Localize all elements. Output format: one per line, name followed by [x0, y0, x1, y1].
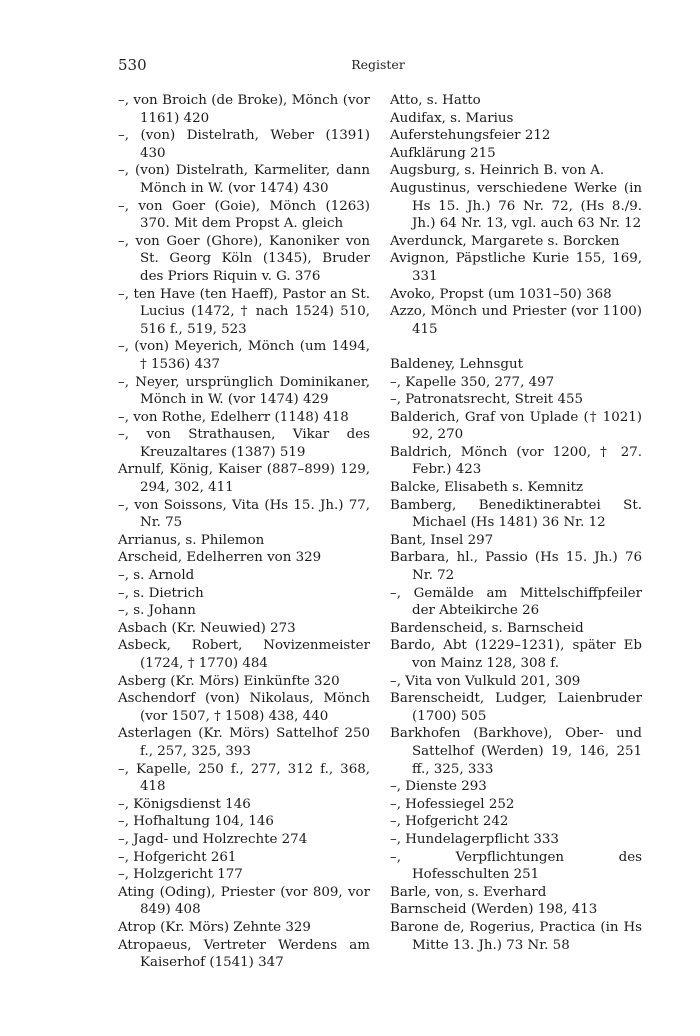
- index-entry: Bamberg, Benediktinerabtei St. Michael (Hs 1481) 36 Nr. 12: [390, 497, 642, 531]
- index-entry: Barnscheid (Werden) 198, 413: [390, 902, 598, 918]
- index-entry: –, Dienste 293: [390, 779, 487, 795]
- index-entry: Aufklärung 215: [390, 145, 496, 161]
- index-entry: –, Verpflichtungen des Hofesschulten 251: [390, 849, 642, 883]
- index-entry: –, Hofessiegel 252: [390, 796, 515, 812]
- index-entry: –, von Strathausen, Vikar des Kreuzaltares (1387) 519: [118, 427, 370, 460]
- index-entry: Azzo, Mönch und Priester (vor 1100) 415: [390, 304, 642, 337]
- index-entry: –, Hundelagerpflicht 333: [390, 831, 559, 847]
- index-entry: Barkhofen (Barkhove), Ober- und Sattelhof (Werden) 19, 146, 251 ff., 325, 333: [390, 726, 642, 777]
- index-entry: Balderich, Graf von Uplade († 1021) 92, 270: [390, 409, 642, 443]
- index-entry: –, Patronatsrecht, Streit 455: [390, 392, 584, 408]
- index-entry: –, s. Johann: [118, 603, 196, 619]
- index-entry: Atto, s. Hatto: [390, 93, 481, 108]
- index-entry: Barone de, Rogerius, Practica (in Hs Mitte 13. Jh.) 73 Nr. 58: [390, 919, 642, 953]
- index-entry: –, Hofgericht 242: [390, 814, 509, 830]
- index-entry: Asberg (Kr. Mörs) Einkünfte 320: [118, 673, 340, 689]
- index-entry: –, Königsdienst 146: [118, 796, 251, 812]
- page-header: [118, 56, 638, 76]
- index-entry: Balcke, Elisabeth s. Kemnitz: [390, 480, 584, 496]
- page-number: 530: [118, 56, 147, 74]
- index-entry: –, Vita von Vulkuld 201, 309: [390, 673, 581, 689]
- index-entry: –, s. Arnold: [118, 568, 195, 584]
- index-entry: Asterlagen (Kr. Mörs) Sattelhof 250 f., 257, 325, 393: [118, 726, 370, 759]
- index-entry: –, Holzgericht 177: [118, 867, 243, 883]
- index-entry: Avoko, Propst (um 1031–50) 368: [390, 286, 612, 302]
- index-entry: Barle, von, s. Everhard: [390, 884, 547, 900]
- index-entry: Asbach (Kr. Neuwied) 273: [118, 620, 296, 636]
- index-entry: –, s. Dietrich: [118, 585, 204, 601]
- index-entry: Asbeck, Robert, Novizenmeister (1724, † 1770) 484: [118, 638, 370, 671]
- index-entry: Averdunck, Margarete s. Borcken: [390, 233, 620, 249]
- index-entry: –, von Soissons, Vita (Hs 15. Jh.) 77, Nr. 75: [118, 497, 370, 531]
- index-entry: Arscheid, Edelherren von 329: [118, 550, 322, 566]
- index-entry: Aschendorf (von) Nikolaus, Mönch (vor 1507, † 1508) 438, 440: [118, 691, 370, 724]
- index-entry: Bardenscheid, s. Barnscheid: [390, 620, 584, 636]
- index-entry: Augsburg, s. Heinrich B. von A.: [390, 163, 605, 179]
- index-entry: Augustinus, verschiedene Werke (in Hs 15. Jh.) 76 Nr. 72, (Hs 8./9. Jh.) 64 Nr. 13, vgl. auch 63 Nr. 12: [390, 180, 642, 232]
- index-entry: Barbara, hl., Passio (Hs 15. Jh.) 76 Nr. 72: [390, 550, 642, 584]
- index-entry: Auferstehungsfeier 212: [390, 128, 551, 144]
- index-column-right: [390, 92, 642, 954]
- index-entry: Avignon, Päpstliche Kurie 155, 169, 331: [390, 251, 642, 284]
- index-entry: –, Kapelle 350, 277, 497: [390, 374, 555, 390]
- index-entry: –, Hofhaltung 104, 146: [118, 814, 274, 830]
- index-entry: Bardo, Abt (1229–1231), später Eb von Mainz 128, 308 f.: [390, 638, 642, 671]
- index-entry: Atrop (Kr. Mörs) Zehnte 329: [118, 919, 311, 935]
- index-entry: –, (von) Meyerich, Mönch (um 1494, † 1536) 437: [118, 339, 370, 372]
- index-entry: –, ten Have (ten Haeff), Pastor an St. Lucius (1472, † nach 1524) 510, 516 f., 519, 523: [118, 286, 370, 337]
- index-entry: –, Jagd- und Holzrechte 274: [118, 831, 308, 847]
- index-entry: Baldeney, Lehnsgut: [390, 356, 523, 372]
- index-entry: –, Kapelle, 250 f., 277, 312 f., 368, 418: [118, 761, 370, 795]
- index-entry: –, Hofgericht 261: [118, 849, 237, 865]
- index-entry: –, von Rothe, Edelherr (1148) 418: [118, 409, 349, 425]
- index-entry: –, von Goer (Goie), Mönch (1263) 370. Mit dem Propst A. gleich: [118, 198, 370, 232]
- index-entry: Bant, Insel 297: [390, 532, 494, 548]
- index-column-left: [118, 92, 370, 972]
- index-entry: –, (von) Distelrath, Weber (1391) 430: [118, 128, 370, 161]
- index-entry: –, von Goer (Ghore), Kanoniker von St. Georg Köln (1345), Bruder des Priors Riquin v. G. 376: [118, 233, 370, 284]
- index-entry: –, (von) Distelrath, Karmeliter, dann Mönch in W. (vor 1474) 430: [118, 163, 370, 196]
- index-entry: Baldrich, Mönch (vor 1200, † 27. Febr.) 423: [390, 444, 642, 478]
- index-entry: Arnulf, König, Kaiser (887–899) 129, 294, 302, 411: [118, 462, 370, 496]
- index-entry: –, Neyer, ursprünglich Dominikaner, Mönch in W. (vor 1474) 429: [118, 374, 370, 408]
- index-entry: Ating (Oding), Priester (vor 809, vor 849) 408: [118, 884, 370, 918]
- index-entry: –, von Broich (de Broke), Mönch (vor 1161) 420: [118, 93, 370, 126]
- index-entry: Barenscheidt, Ludger, Laienbruder (1700) 505: [390, 691, 642, 724]
- index-entry: Arrianus, s. Philemon: [118, 532, 265, 548]
- index-entry: Audifax, s. Marius: [390, 110, 514, 126]
- index-entry: Atropaeus, Vertreter Werdens am Kaiserhof (1541) 347: [118, 937, 370, 971]
- index-entry: –, Gemälde am Mittelschiffpfeiler der Abteikirche 26: [390, 585, 642, 619]
- running-title: Register: [351, 57, 405, 72]
